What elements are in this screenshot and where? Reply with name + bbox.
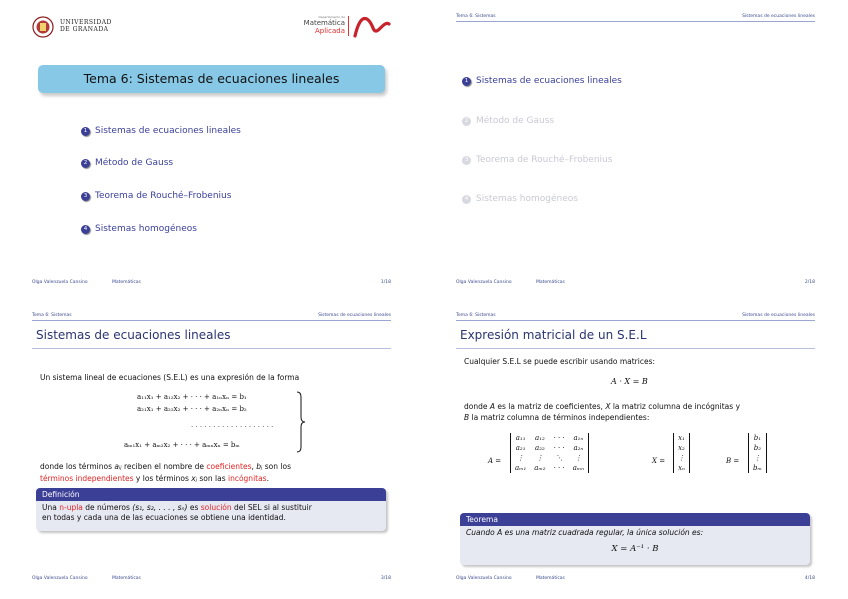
math-xj: xⱼ xyxy=(191,474,197,483)
matrix-x-row xyxy=(674,443,690,453)
toc-label: Método de Gauss xyxy=(95,158,174,168)
toc-bullet: 4 xyxy=(462,195,471,204)
text-span: son las xyxy=(197,474,228,483)
theorem-text: Cuando A es una matriz cuadrada regular, la única solución es: xyxy=(466,528,704,537)
slide-2 xyxy=(444,6,827,295)
matrix-a-row xyxy=(511,433,589,443)
intro-text: Un sistema lineal de ecuaciones (S.E.L) es una expresión de la forma xyxy=(40,373,300,382)
matrix-a-cell: a₁₂ xyxy=(535,434,545,442)
matrix-a-cell: a₂ₙ xyxy=(569,443,589,453)
footer-author: Olga Valenzuela Cansino xyxy=(32,576,88,581)
text-span: es xyxy=(187,503,201,512)
university-seal-icon xyxy=(32,16,54,38)
theorem-title: Teorema xyxy=(460,513,810,526)
equation-dots: · · · · · · · · · · · · · · · · · · · xyxy=(191,423,274,431)
matrix-a-cell: a₁₁ xyxy=(511,433,531,443)
text-span: la matriz columna de incógnitas y xyxy=(610,402,741,411)
matrix-a-row xyxy=(511,463,589,473)
matrix-b-cell: b₁ xyxy=(749,433,767,443)
toc-item-3[interactable] xyxy=(81,191,231,201)
matrix-b-row xyxy=(749,433,767,443)
matrix-a-cell: a₂₂ xyxy=(535,444,545,452)
terms-paragraph-line2 xyxy=(40,474,269,484)
footer-author: Olga Valenzuela Cansino xyxy=(456,280,512,285)
matrix-b-cell: ⋮ xyxy=(749,453,767,463)
toc-bullet: 3 xyxy=(462,156,471,165)
footer-subject: Matemáticas xyxy=(536,576,565,581)
text-span: Una xyxy=(42,503,60,512)
header-short-title: Tema 6: Sistemas xyxy=(456,313,496,318)
matrix-a-cell: · · · xyxy=(553,434,565,442)
matrix-a-cell: aₘₙ xyxy=(569,463,589,473)
matrix-a-cell: · · · xyxy=(553,464,565,472)
label-B: B = xyxy=(726,457,740,465)
matrix-a-cell: ⋮ xyxy=(536,454,544,462)
matrix-b-cell: bₘ xyxy=(749,463,767,473)
header-section: Sistemas de ecuaciones lineales xyxy=(318,313,391,318)
toc-bullet: 1 xyxy=(81,127,90,136)
text-span: del SEL si al sustituir xyxy=(231,503,312,512)
dept-line1: Matemática xyxy=(303,19,345,27)
theorem-block xyxy=(460,513,810,565)
university-name-line2: DE GRANADA xyxy=(60,26,109,33)
header-section: Sistemas de ecuaciones lineales xyxy=(742,14,815,19)
footer-author: Olga Valenzuela Cansino xyxy=(32,280,88,285)
matrix-a-cell: ⋱ xyxy=(555,454,563,462)
toc-label: Sistemas de ecuaciones lineales xyxy=(95,126,241,136)
definition-line1 xyxy=(42,503,380,513)
definition-line2: en todas y cada una de las ecuaciones se obtiene una identidad. xyxy=(42,513,286,522)
math-X: X xyxy=(605,402,611,411)
matrix-b-row xyxy=(749,463,767,473)
matrix-a-cell: · · · xyxy=(553,444,565,452)
highlight-solucion: solución xyxy=(200,503,232,512)
highlight-terminos-independientes: términos independientes xyxy=(40,474,134,483)
title-box xyxy=(38,65,385,93)
math-tuple: (s₁, s₂, . . . , sₙ) xyxy=(132,503,188,512)
matrix-x-cell: ⋮ xyxy=(674,453,690,463)
matrix-X xyxy=(673,433,690,473)
toc-label: Método de Gauss xyxy=(476,116,555,126)
matrix-a-cell: a₂₁ xyxy=(511,443,531,453)
toc-label: Sistemas de ecuaciones lineales xyxy=(476,76,622,86)
right-brace-icon xyxy=(296,391,306,453)
toc-item-4[interactable] xyxy=(81,224,197,234)
toc-label: Teorema de Rouché–Frobenius xyxy=(95,191,232,201)
text-span: y los términos xyxy=(133,474,192,483)
theorem-body xyxy=(460,526,810,556)
toc-label: Sistemas homogéneos xyxy=(476,194,578,204)
toc-label: Sistemas homogéneos xyxy=(95,224,197,234)
toc-item-1[interactable] xyxy=(462,76,622,86)
slide-1 xyxy=(20,6,403,295)
slide-3 xyxy=(20,305,403,591)
matrix-a-cell: aₘ₁ xyxy=(511,463,531,473)
footer-subject: Matemáticas xyxy=(112,576,141,581)
presentation-title: Tema 6: Sistemas de ecuaciones lineales xyxy=(83,71,340,86)
matrix-x-row xyxy=(674,453,690,463)
footer-author: Olga Valenzuela Cansino xyxy=(456,576,512,581)
theorem-equation: X = A⁻¹ · B xyxy=(611,544,659,554)
toc-item-2[interactable] xyxy=(462,116,554,126)
toc-bullet: 1 xyxy=(462,77,471,86)
toc-item-3[interactable] xyxy=(462,155,612,165)
toc-item-1[interactable] xyxy=(81,126,241,136)
footer-page-number: 1/18 xyxy=(380,280,391,285)
toc-bullet: 3 xyxy=(81,192,90,201)
department-logo xyxy=(273,13,393,41)
label-A: A = xyxy=(488,457,502,465)
matrix-a-row xyxy=(511,443,589,453)
slide-title: Expresión matricial de un S.E.L xyxy=(460,328,647,342)
matrix-x-cell: x₁ xyxy=(674,433,690,443)
terms-paragraph-line1 xyxy=(40,462,291,472)
definition-block xyxy=(36,488,386,531)
footer-page-number: 4/18 xyxy=(804,576,815,581)
toc-label: Teorema de Rouché–Frobenius xyxy=(476,155,613,165)
matrix-a-row xyxy=(511,453,589,463)
matrix-x-cell: x₂ xyxy=(674,443,690,453)
university-name-line1: UNIVERSIDAD xyxy=(60,19,112,26)
footer-page-number: 2/18 xyxy=(804,280,815,285)
intro-text: Cualquier S.E.L se puede escribir usando matrices: xyxy=(464,357,656,366)
equation-row-1: a₁₁x₁ + a₁₂x₂ + · · · + a₁ₙxₙ = b₁ xyxy=(137,393,247,401)
footer-subject: Matemáticas xyxy=(536,280,565,285)
text-span: son los xyxy=(262,462,291,471)
text-span: reciben el nombre de xyxy=(121,462,207,471)
slide-4 xyxy=(444,305,827,591)
header-section: Sistemas de ecuaciones lineales xyxy=(742,313,815,318)
toc-item-4[interactable] xyxy=(462,194,578,204)
toc-item-2[interactable] xyxy=(81,158,173,168)
footer-page-number: 3/18 xyxy=(380,576,391,581)
equation-row-2: a₂₁x₁ + a₂₂x₂ + · · · + a₂ₙxₙ = b₂ xyxy=(137,405,247,413)
matrix-x-row xyxy=(674,463,690,473)
text-span: donde xyxy=(464,402,490,411)
matrix-x-row xyxy=(674,433,690,443)
toc-bullet: 2 xyxy=(81,159,90,168)
math-bj: bⱼ xyxy=(256,462,263,471)
matrix-equation: A · X = B xyxy=(611,377,648,386)
dept-small-text: Departamento de xyxy=(318,15,345,19)
text-span: de números xyxy=(82,503,133,512)
math-A: A xyxy=(489,402,496,411)
highlight-coeficientes: coeficientes xyxy=(206,462,252,471)
matrix-paragraph-line1 xyxy=(464,402,740,412)
matrix-x-cell: xₙ xyxy=(674,463,690,473)
toc-bullet: 2 xyxy=(462,117,471,126)
matrix-A xyxy=(510,433,589,473)
dept-line2: Aplicada xyxy=(315,27,345,35)
toc-bullet: 4 xyxy=(81,225,90,234)
dept-curve-icon xyxy=(353,16,391,38)
math-B: B xyxy=(464,413,470,422)
university-logo xyxy=(30,14,190,40)
matrix-b-row xyxy=(749,453,767,463)
text-span: . xyxy=(266,474,269,483)
definition-title: Definición xyxy=(36,488,386,501)
header-short-title: Tema 6: Sistemas xyxy=(456,14,496,19)
math-aij: aᵢⱼ xyxy=(114,462,122,471)
label-X: X = xyxy=(652,457,666,465)
matrix-b-row xyxy=(749,443,767,453)
text-span: donde los términos xyxy=(40,462,115,471)
text-span: , xyxy=(251,462,257,471)
matrix-a-cell: ⋮ xyxy=(569,453,589,463)
footer-subject: Matemáticas xyxy=(112,280,141,285)
highlight-nupla: n-upla xyxy=(59,503,83,512)
matrix-paragraph-line2 xyxy=(464,413,649,423)
matrix-B xyxy=(748,433,767,473)
text-span: la matriz columna de términos independientes: xyxy=(469,413,650,422)
text-span: es la matriz de coeficientes, xyxy=(495,402,606,411)
matrix-a-cell: a₁ₙ xyxy=(569,433,589,443)
equation-row-m: aₘ₁x₁ + aₘ₂x₂ + · · · + aₘₙxₙ = bₘ xyxy=(124,441,240,449)
highlight-incognitas: incógnitas xyxy=(228,474,267,483)
header-short-title: Tema 6: Sistemas xyxy=(32,313,72,318)
matrix-a-cell: ⋮ xyxy=(511,453,531,463)
matrix-a-cell: aₘ₂ xyxy=(534,464,546,472)
definition-body xyxy=(36,501,386,525)
slide-title: Sistemas de ecuaciones lineales xyxy=(36,328,231,342)
matrix-b-cell: b₂ xyxy=(749,443,767,453)
